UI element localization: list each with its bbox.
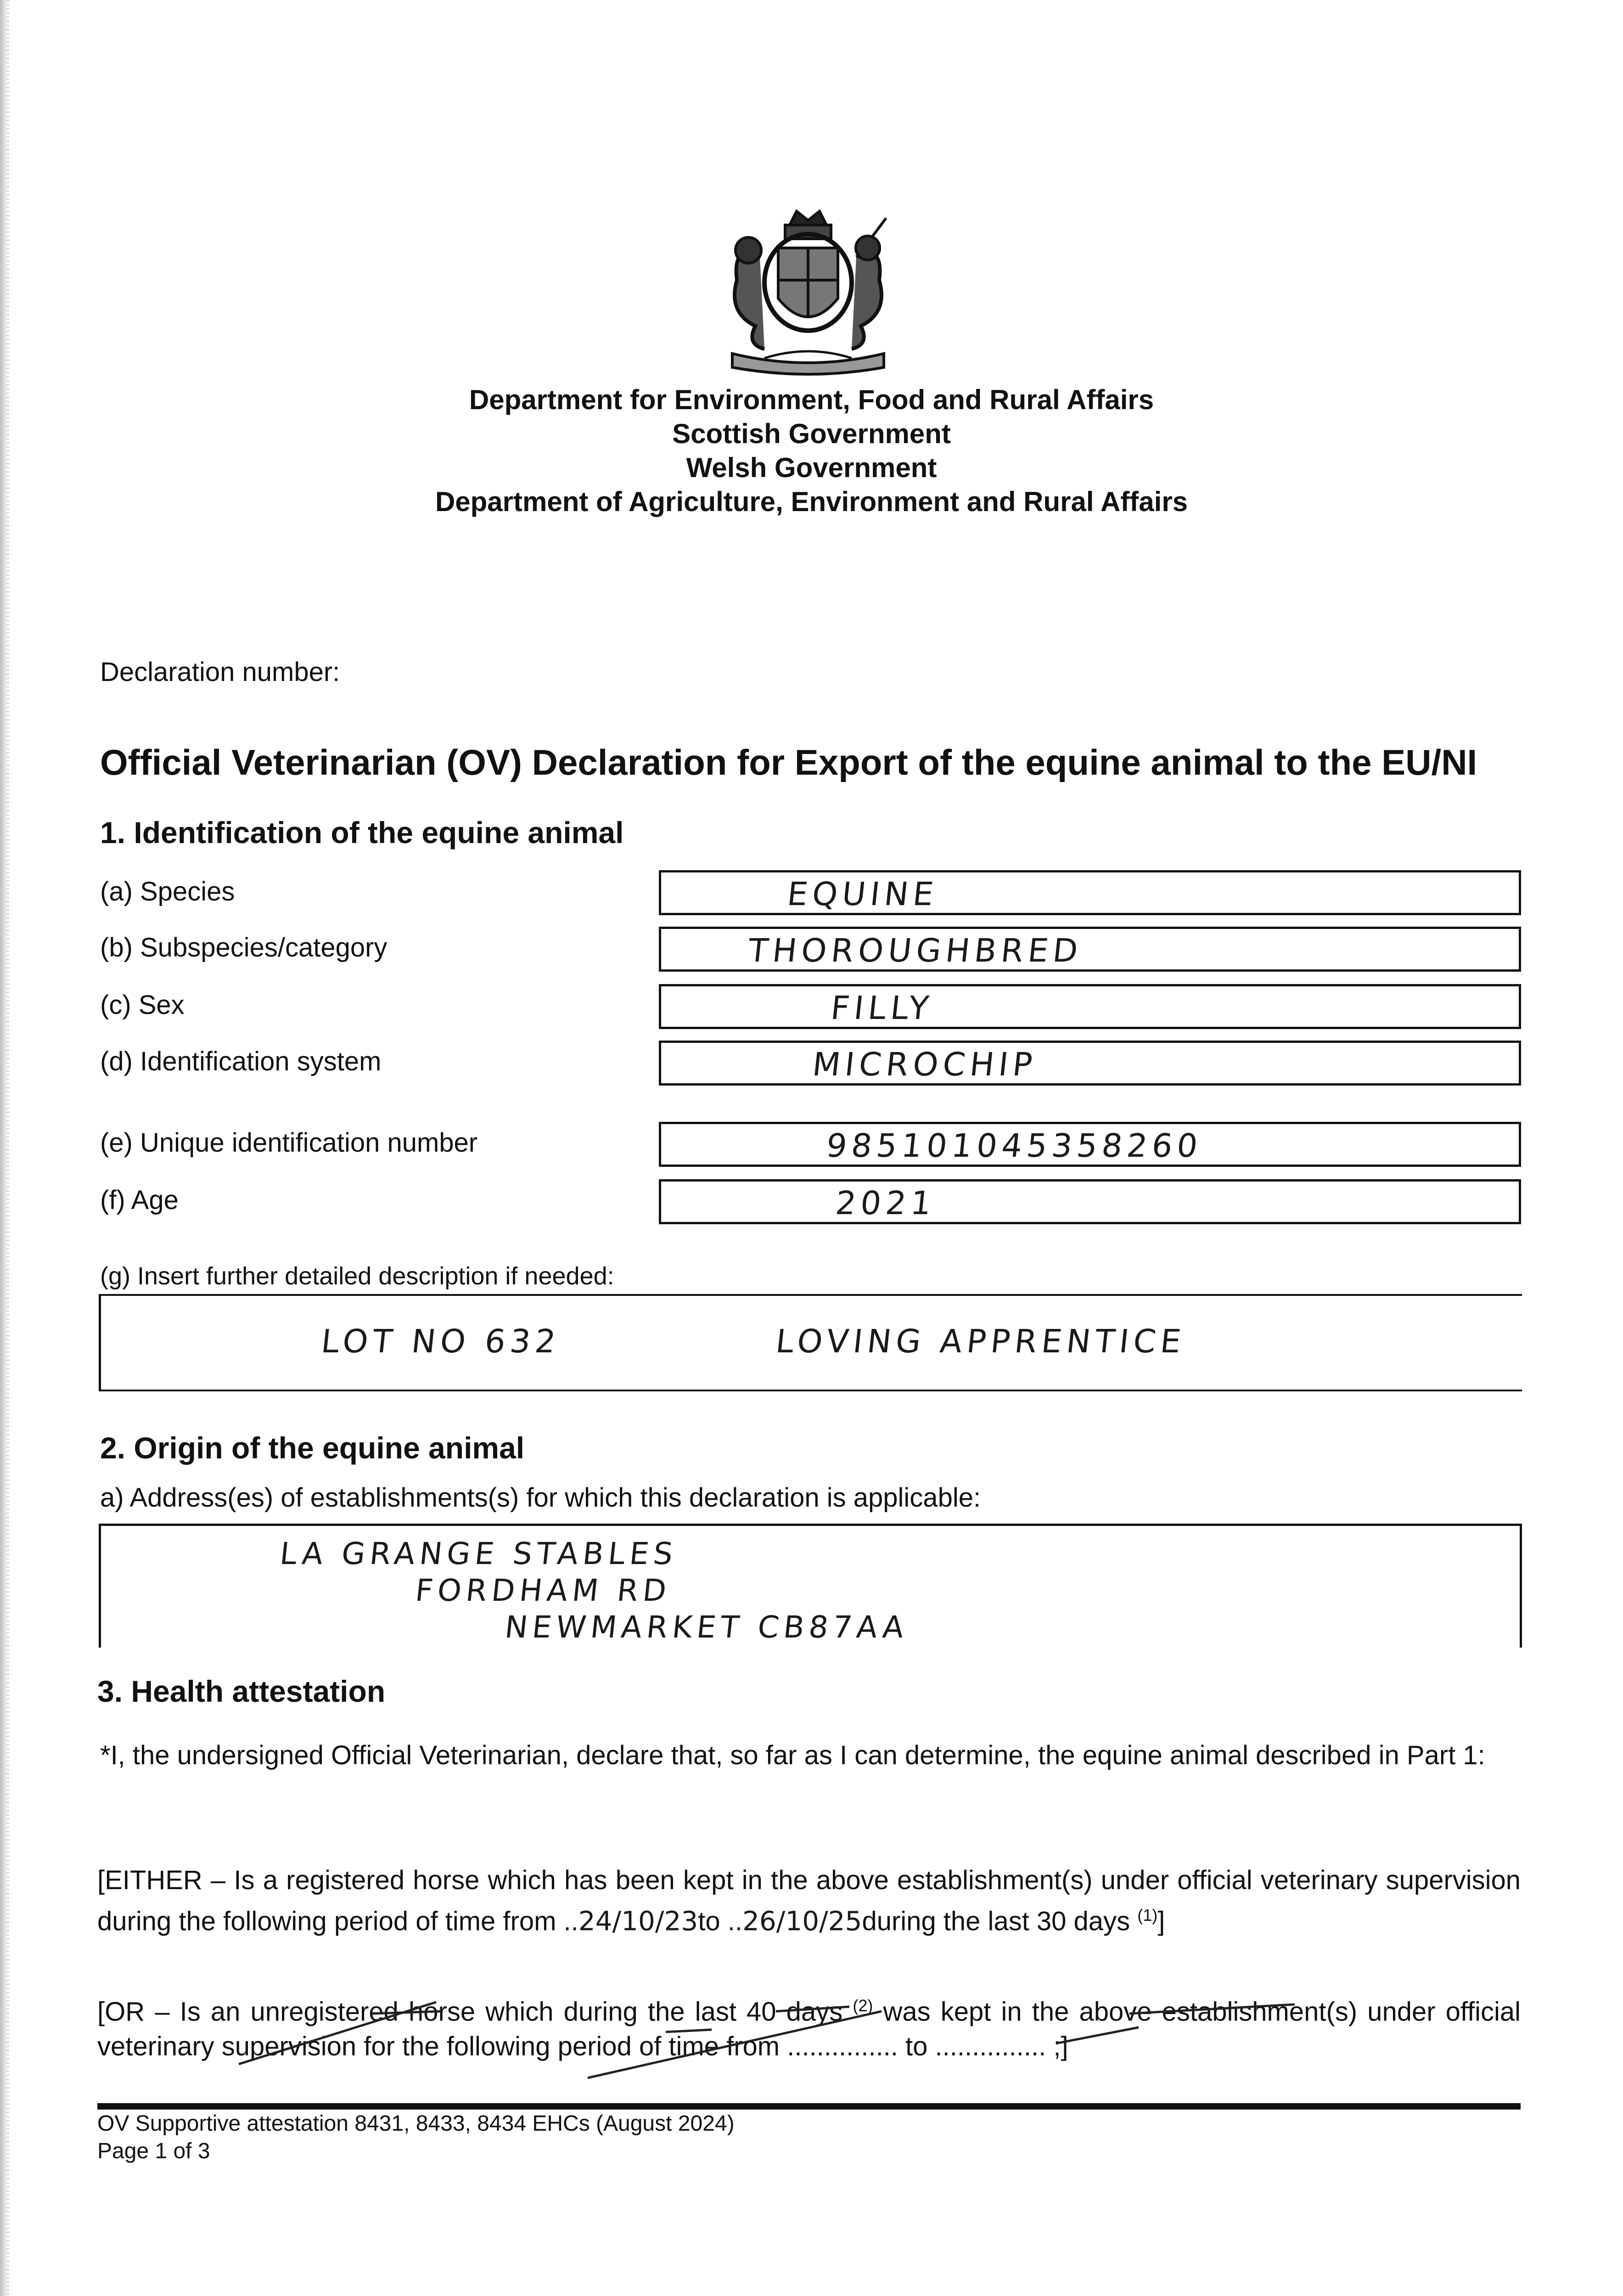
subspecies-field[interactable] xyxy=(659,927,1521,972)
age-label: (f) Age xyxy=(100,1185,179,1215)
either-text-2: during the last 30 days xyxy=(862,1906,1130,1936)
or-clause xyxy=(97,1988,1521,2064)
section-2-heading: 2. Origin of the equine animal xyxy=(100,1431,525,1465)
unique-id-value: 985101045358260 xyxy=(824,1127,1204,1165)
species-field[interactable] xyxy=(659,870,1521,915)
sex-field[interactable] xyxy=(659,984,1521,1029)
address-line-1: LA GRANGE STABLES xyxy=(278,1536,680,1571)
description-top-rule xyxy=(99,1294,1522,1296)
sex-label: (c) Sex xyxy=(100,990,185,1020)
department-welsh-gov: Welsh Government xyxy=(686,452,937,483)
footer-reference: OV Supportive attestation 8431, 8433, 8434 EHCs (August 2024) xyxy=(97,2111,735,2136)
royal-crest-icon xyxy=(705,207,911,377)
description-left-rule xyxy=(99,1294,101,1390)
unique-id-field[interactable] xyxy=(659,1122,1521,1167)
age-field[interactable] xyxy=(659,1179,1521,1224)
description-bottom-rule xyxy=(99,1390,1522,1391)
page-number: Page 1 of 3 xyxy=(97,2139,210,2163)
identification-system-label: (d) Identification system xyxy=(100,1047,382,1076)
department-daera: Department of Agriculture, Environment and Rural Affairs xyxy=(435,486,1188,517)
subspecies-label: (b) Subspecies/category xyxy=(100,933,387,962)
unique-id-label: (e) Unique identification number xyxy=(100,1128,478,1158)
either-end: ] xyxy=(1157,1906,1165,1936)
or-text-2: was kept in the above establishment(s) under official veterinary supervision for the following period of time from ............... to ............... ;] xyxy=(97,1997,1521,2062)
identification-system-field[interactable] xyxy=(659,1041,1521,1086)
or-text-1: [OR – Is an unregistered horse which during the last 40 days xyxy=(97,1997,843,2027)
department-scottish-gov: Scottish Government xyxy=(672,418,951,449)
description-label: (g) Insert further detailed description if needed: xyxy=(100,1262,614,1290)
department-defra: Department for Environment, Food and Rural Affairs xyxy=(469,384,1154,415)
address-line-3: NEWMARKET CB87AA xyxy=(503,1609,910,1645)
declaration-number-label: Declaration number: xyxy=(100,657,340,687)
address-line-2: FORDHAM RD xyxy=(413,1573,673,1608)
either-text-1: [EITHER – Is a registered horse which has been kept in the above establishment(s) under official veterinary supervision during the following period of time from .. xyxy=(97,1865,1521,1936)
either-date-to[interactable]: 26/10/25 xyxy=(742,1905,862,1937)
address-label: a) Address(es) of establishments(s) for which this declaration is applicable: xyxy=(100,1483,981,1513)
sex-value: FILLY xyxy=(829,989,935,1027)
scan-edge-texture xyxy=(6,0,9,2296)
either-clause xyxy=(97,1863,1521,1939)
either-to-word: to .. xyxy=(698,1906,742,1936)
either-date-from[interactable]: 24/10/23 xyxy=(578,1905,698,1937)
section-3-heading: 3. Health attestation xyxy=(97,1674,386,1708)
identification-system-value: MICROCHIP xyxy=(810,1046,1039,1083)
species-label: (a) Species xyxy=(100,877,235,906)
footer-rule xyxy=(97,2103,1521,2110)
document-title: Official Veterinarian (OV) Declaration for Export of the equine animal to the EU/NI xyxy=(100,742,1477,782)
age-value: 2021 xyxy=(833,1184,938,1222)
description-lot: LOT NO 632 xyxy=(319,1322,562,1360)
either-footnote: (1) xyxy=(1137,1906,1158,1925)
description-horse-name: LOVING APPRENTICE xyxy=(774,1322,1188,1360)
or-footnote: (2) xyxy=(853,1996,873,2015)
scan-edge xyxy=(0,0,6,2296)
subspecies-value: THOROUGHBRED xyxy=(746,932,1084,969)
section-1-heading: 1. Identification of the equine animal xyxy=(100,816,624,850)
health-attestation-intro: *I, the undersigned Official Veterinarian, declare that, so far as I can determine, the equine animal described in Part 1: xyxy=(100,1740,1485,1770)
species-value: EQUINE xyxy=(785,875,940,913)
